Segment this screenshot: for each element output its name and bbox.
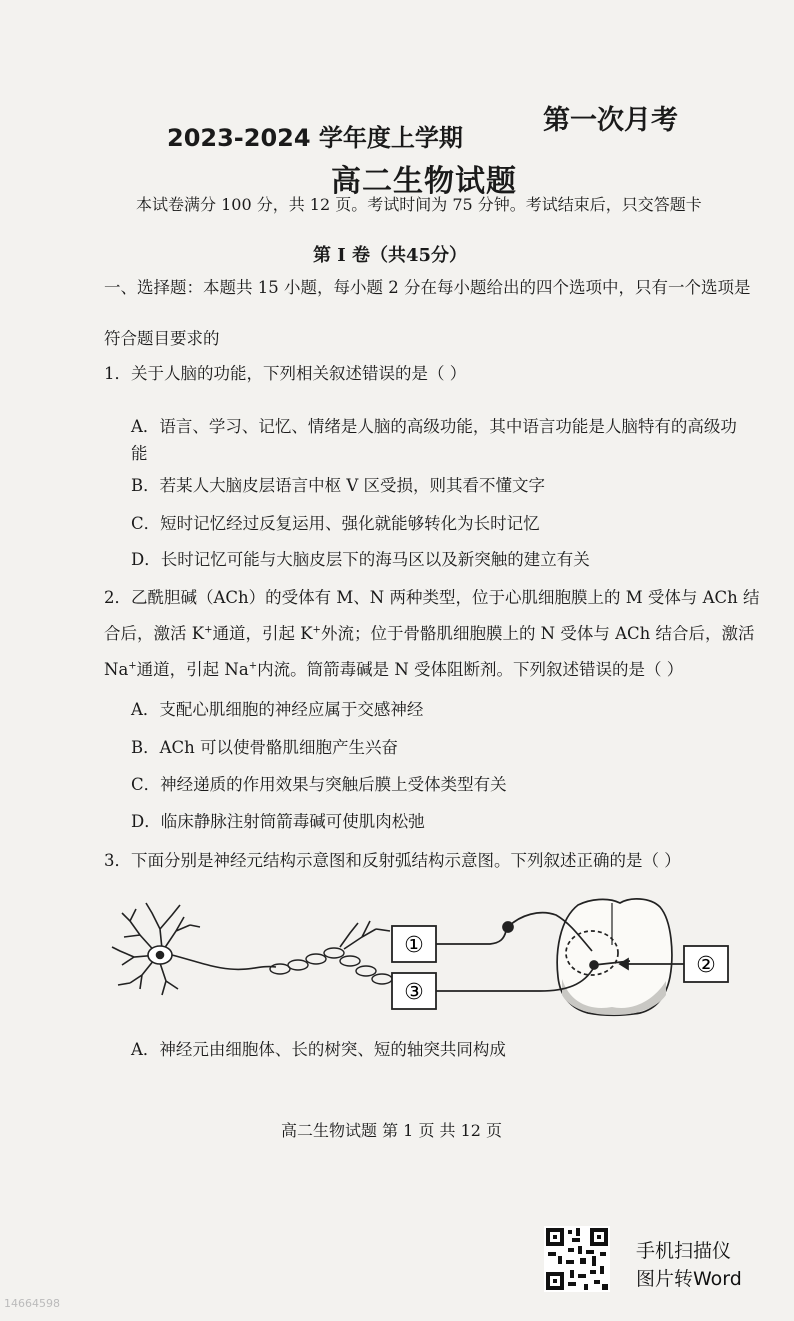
spinal-cord-diagram: [436, 899, 684, 1015]
page-footer: 高二生物试题 第 1 页 共 12 页: [281, 1121, 503, 1140]
question-1-option-a: A．语言、学习、记忆、情绪是人脑的高级功能，其中语言功能是人脑特有的高级功: [131, 417, 737, 436]
question-1-stem: 1．关于人脑的功能，下列相关叙述错误的是（ ）: [104, 364, 467, 383]
question-1-option-a-cont: 能: [131, 444, 148, 463]
watermark-line-1: 手机扫描仪: [636, 1240, 732, 1262]
question-2-stem-3: [104, 656, 683, 680]
q2-text: 外流；位于骨骼肌细胞膜上的 N 受体与 ACh 结合后，激活: [320, 624, 755, 643]
superscript-plus: +: [248, 660, 258, 672]
box-3-label: ③: [404, 980, 424, 1005]
question-1-option-c: C．短时记忆经过反复运用、强化就能够转化为长时记忆: [131, 514, 540, 533]
q2-text: 内流。筒箭毒碱是 N 受体阻断剂。下列叙述错误的是（ ）: [257, 660, 684, 679]
section-instruction-1: 一、选择题：本题共 15 小题，每小题 2 分在每小题给出的四个选项中，只有一个选项是: [104, 278, 751, 297]
q2-text: 通道，引起 Na: [136, 660, 249, 679]
q2-text: 合后，激活 K: [104, 624, 205, 643]
watermark-line-2: 图片转Word: [636, 1268, 742, 1290]
section-instruction-2: 符合题目要求的: [104, 329, 220, 348]
question-2-option-c: C．神经递质的作用效果与突触后膜上受体类型有关: [131, 775, 507, 794]
question-2-stem-2: [104, 620, 755, 644]
box-1-label: ①: [404, 933, 424, 958]
exam-info: 本试卷满分 100 分，共 12 页。考试时间为 75 分钟。考试结束后，只交答题卡: [136, 195, 702, 214]
page-stamp: 14664598: [4, 1297, 60, 1310]
q2-text: 通道，引起 K: [212, 624, 313, 643]
superscript-plus: +: [312, 624, 321, 636]
exam-name: 第一次月考: [543, 105, 678, 136]
superscript-plus: +: [204, 624, 213, 636]
question-1-option-b: B．若某人大脑皮层语言中枢 V 区受损，则其看不懂文字: [131, 476, 546, 495]
year-term: 2023-2024 学年度上学期: [167, 124, 463, 152]
question-2-option-d: D．临床静脉注射筒箭毒碱可使肌肉松弛: [131, 812, 425, 831]
question-3-option-a: A．神经元由细胞体、长的树突、短的轴突共同构成: [131, 1040, 506, 1059]
neuron-diagram: [112, 903, 428, 1003]
part-title: 第 I 卷（共45分）: [313, 245, 468, 266]
question-2-stem-1: 2．乙酰胆碱（ACh）的受体有 M、N 两种类型，位于心肌细胞膜上的 M 受体与 ACh 结: [104, 588, 760, 607]
question-2-option-b: B．ACh 可以使骨骼肌细胞产生兴奋: [131, 738, 399, 757]
box-2-label: ②: [696, 953, 716, 978]
qr-code-icon: [544, 1226, 610, 1292]
superscript-plus: +: [128, 660, 137, 672]
question-1-option-d: D．长时记忆可能与大脑皮层下的海马区以及新突触的建立有关: [131, 550, 590, 569]
subject-title: 高二生物试题: [331, 164, 517, 199]
question-3-stem: 3．下面分别是神经元结构示意图和反射弧结构示意图。下列叙述正确的是（ ）: [104, 851, 681, 870]
question-3-figure: [100, 885, 750, 1025]
q2-text: Na: [104, 660, 129, 679]
question-2-option-a: A．支配心肌细胞的神经应属于交感神经: [131, 700, 424, 719]
